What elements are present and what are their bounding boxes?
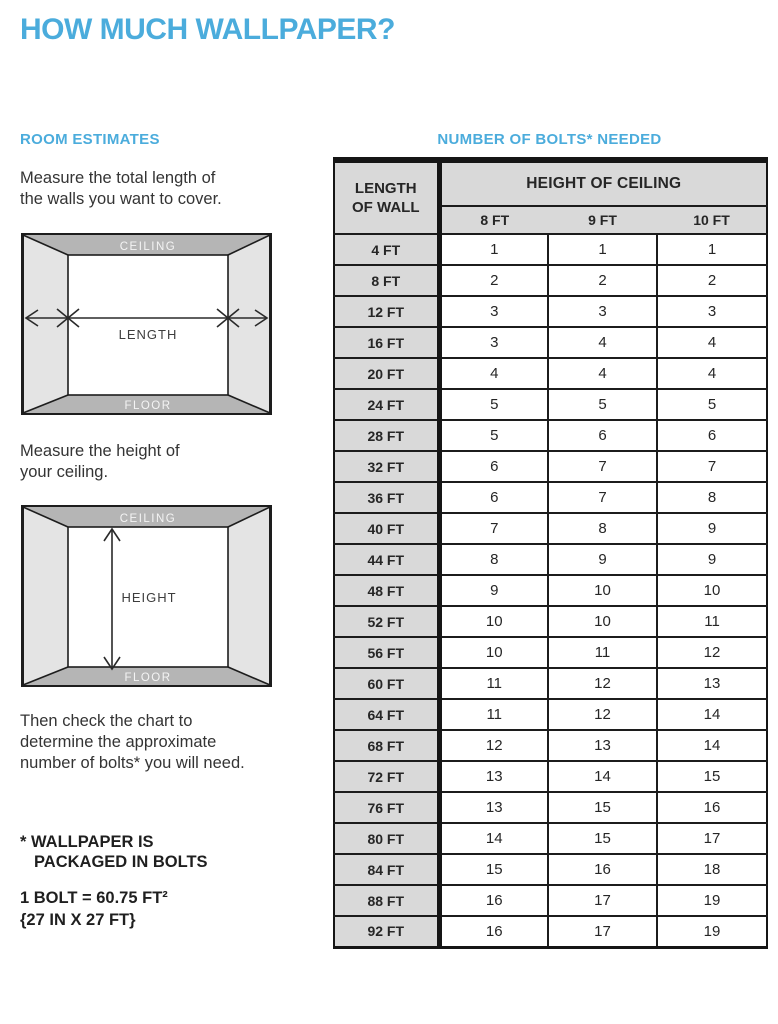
bolt-count-cell: 15 bbox=[548, 823, 657, 854]
length-cell: 56 FT bbox=[334, 637, 439, 668]
table-row bbox=[334, 234, 767, 265]
bolt-count-cell: 4 bbox=[548, 327, 657, 358]
bolt-count-cell: 2 bbox=[657, 265, 767, 296]
bolt-count-cell: 8 bbox=[439, 544, 548, 575]
table-row bbox=[334, 885, 767, 916]
step3-line3: number of bolts* you will need. bbox=[20, 754, 245, 772]
step3-instruction bbox=[20, 711, 245, 774]
bolt-count-cell: 15 bbox=[548, 792, 657, 823]
length-of-wall-header bbox=[334, 160, 439, 234]
bolt-count-cell: 19 bbox=[657, 916, 767, 947]
column-header-9ft: 9 FT bbox=[548, 206, 657, 234]
bolt-count-cell: 9 bbox=[657, 544, 767, 575]
table-row bbox=[334, 544, 767, 575]
length-cell: 68 FT bbox=[334, 730, 439, 761]
table-row bbox=[334, 420, 767, 451]
bolt-count-cell: 16 bbox=[657, 792, 767, 823]
length-cell: 32 FT bbox=[334, 451, 439, 482]
length-cell: 16 FT bbox=[334, 327, 439, 358]
bolts-footnote bbox=[20, 832, 208, 872]
bolt-count-cell: 9 bbox=[548, 544, 657, 575]
back-wall bbox=[68, 255, 228, 395]
room-estimates-heading: ROOM ESTIMATES bbox=[20, 131, 160, 148]
bolt-count-cell: 12 bbox=[548, 668, 657, 699]
bolt-count-cell: 14 bbox=[657, 699, 767, 730]
table-row bbox=[334, 389, 767, 420]
table-row bbox=[334, 482, 767, 513]
table-row bbox=[334, 637, 767, 668]
bolt-count-cell: 14 bbox=[657, 730, 767, 761]
bolt-count-cell: 16 bbox=[548, 854, 657, 885]
column-header-8ft: 8 FT bbox=[439, 206, 548, 234]
column-header-10ft: 10 FT bbox=[657, 206, 767, 234]
bolt-count-cell: 7 bbox=[439, 513, 548, 544]
room-length-diagram bbox=[21, 233, 272, 415]
bolt-count-cell: 15 bbox=[657, 761, 767, 792]
bolt-count-cell: 6 bbox=[439, 482, 548, 513]
bolt-count-cell: 13 bbox=[548, 730, 657, 761]
bolt-count-cell: 2 bbox=[439, 265, 548, 296]
bolt-count-cell: 6 bbox=[657, 420, 767, 451]
bolt-count-cell: 5 bbox=[439, 389, 548, 420]
bolt-count-cell: 3 bbox=[548, 296, 657, 327]
bolts-table-body bbox=[334, 234, 767, 947]
table-row bbox=[334, 730, 767, 761]
bolt-count-cell: 2 bbox=[548, 265, 657, 296]
bolt-count-cell: 9 bbox=[657, 513, 767, 544]
table-row bbox=[334, 575, 767, 606]
bolt-count-cell: 4 bbox=[548, 358, 657, 389]
table-row bbox=[334, 916, 767, 947]
corner-header-line2: OF WALL bbox=[352, 199, 420, 216]
table-header-row bbox=[334, 160, 767, 206]
bolt-count-cell: 11 bbox=[657, 606, 767, 637]
bolt-count-cell: 8 bbox=[657, 482, 767, 513]
bolts-needed-table bbox=[333, 157, 768, 949]
bolt-count-cell: 4 bbox=[439, 358, 548, 389]
bolt-info-line1: 1 BOLT = 60.75 FT² bbox=[20, 889, 168, 907]
bolt-count-cell: 14 bbox=[439, 823, 548, 854]
bolt-count-cell: 19 bbox=[657, 885, 767, 916]
length-cell: 60 FT bbox=[334, 668, 439, 699]
bolt-count-cell: 11 bbox=[548, 637, 657, 668]
bolt-count-cell: 17 bbox=[657, 823, 767, 854]
bolt-count-cell: 11 bbox=[439, 668, 548, 699]
bolt-info-line2: {27 IN X 27 FT} bbox=[20, 911, 136, 929]
length-cell: 76 FT bbox=[334, 792, 439, 823]
bolt-count-cell: 14 bbox=[548, 761, 657, 792]
bolt-count-cell: 3 bbox=[439, 327, 548, 358]
bolt-count-cell: 10 bbox=[439, 606, 548, 637]
bolt-count-cell: 17 bbox=[548, 916, 657, 947]
step2-line1: Measure the height of bbox=[20, 442, 180, 460]
step1-instruction bbox=[20, 168, 222, 210]
table-row bbox=[334, 792, 767, 823]
bolt-count-cell: 8 bbox=[548, 513, 657, 544]
bolt-count-cell: 10 bbox=[657, 575, 767, 606]
step3-line1: Then check the chart to bbox=[20, 712, 193, 730]
table-row bbox=[334, 854, 767, 885]
table-row bbox=[334, 358, 767, 389]
length-cell: 28 FT bbox=[334, 420, 439, 451]
bolt-count-cell: 1 bbox=[657, 234, 767, 265]
height-label: HEIGHT bbox=[121, 590, 177, 605]
table-row bbox=[334, 699, 767, 730]
length-cell: 4 FT bbox=[334, 234, 439, 265]
bolt-count-cell: 6 bbox=[548, 420, 657, 451]
table-row bbox=[334, 606, 767, 637]
table-row bbox=[334, 327, 767, 358]
length-cell: 64 FT bbox=[334, 699, 439, 730]
length-cell: 72 FT bbox=[334, 761, 439, 792]
bolt-count-cell: 10 bbox=[548, 575, 657, 606]
bolt-count-cell: 3 bbox=[439, 296, 548, 327]
bolt-count-cell: 7 bbox=[657, 451, 767, 482]
bolt-count-cell: 1 bbox=[548, 234, 657, 265]
bolt-count-cell: 4 bbox=[657, 358, 767, 389]
footnote-line1: * WALLPAPER IS bbox=[20, 833, 154, 851]
bolt-count-cell: 13 bbox=[439, 761, 548, 792]
bolt-count-cell: 12 bbox=[439, 730, 548, 761]
bolt-count-cell: 12 bbox=[657, 637, 767, 668]
table-row bbox=[334, 451, 767, 482]
bolt-count-cell: 18 bbox=[657, 854, 767, 885]
bolt-count-cell: 5 bbox=[439, 420, 548, 451]
floor-label: FLOOR bbox=[124, 400, 172, 412]
bolt-count-cell: 5 bbox=[657, 389, 767, 420]
step1-line2: the walls you want to cover. bbox=[20, 190, 222, 208]
bolt-count-cell: 10 bbox=[439, 637, 548, 668]
length-cell: 92 FT bbox=[334, 916, 439, 947]
length-label: LENGTH bbox=[118, 327, 178, 342]
floor-label: FLOOR bbox=[124, 672, 172, 684]
step2-instruction bbox=[20, 441, 180, 483]
bolt-count-cell: 15 bbox=[439, 854, 548, 885]
footnote-line2: PACKAGED IN BOLTS bbox=[34, 853, 208, 871]
bolt-count-cell: 9 bbox=[439, 575, 548, 606]
room-height-diagram bbox=[21, 505, 272, 687]
bolt-count-cell: 3 bbox=[657, 296, 767, 327]
bolt-count-cell: 5 bbox=[548, 389, 657, 420]
bolt-count-cell: 16 bbox=[439, 916, 548, 947]
bolt-count-cell: 6 bbox=[439, 451, 548, 482]
bolt-count-cell: 16 bbox=[439, 885, 548, 916]
bolt-count-cell: 13 bbox=[439, 792, 548, 823]
length-cell: 84 FT bbox=[334, 854, 439, 885]
bolt-count-cell: 1 bbox=[439, 234, 548, 265]
bolt-count-cell: 17 bbox=[548, 885, 657, 916]
length-cell: 12 FT bbox=[334, 296, 439, 327]
bolts-needed-heading: NUMBER OF BOLTS* NEEDED bbox=[437, 131, 662, 148]
ceiling-label: CEILING bbox=[119, 513, 177, 525]
table-row bbox=[334, 513, 767, 544]
corner-header-line1: LENGTH bbox=[354, 179, 417, 197]
table-row bbox=[334, 668, 767, 699]
length-cell: 20 FT bbox=[334, 358, 439, 389]
table-row bbox=[334, 265, 767, 296]
room-perspective-illustration bbox=[21, 505, 272, 687]
table-row bbox=[334, 823, 767, 854]
bolt-count-cell: 4 bbox=[657, 327, 767, 358]
bolt-count-cell: 13 bbox=[657, 668, 767, 699]
length-cell: 40 FT bbox=[334, 513, 439, 544]
length-cell: 44 FT bbox=[334, 544, 439, 575]
length-cell: 48 FT bbox=[334, 575, 439, 606]
height-of-ceiling-header: HEIGHT OF CEILING bbox=[439, 160, 767, 206]
step1-line1: Measure the total length of bbox=[20, 169, 216, 187]
step3-line2: determine the approximate bbox=[20, 733, 217, 751]
length-cell: 36 FT bbox=[334, 482, 439, 513]
table-row bbox=[334, 761, 767, 792]
bolt-count-cell: 11 bbox=[439, 699, 548, 730]
bolt-count-cell: 10 bbox=[548, 606, 657, 637]
length-cell: 52 FT bbox=[334, 606, 439, 637]
length-cell: 24 FT bbox=[334, 389, 439, 420]
room-perspective-illustration bbox=[21, 233, 272, 415]
length-cell: 88 FT bbox=[334, 885, 439, 916]
table-row bbox=[334, 296, 767, 327]
length-cell: 80 FT bbox=[334, 823, 439, 854]
bolt-count-cell: 7 bbox=[548, 482, 657, 513]
bolt-count-cell: 7 bbox=[548, 451, 657, 482]
bolt-size-info bbox=[20, 887, 168, 931]
bolt-count-cell: 12 bbox=[548, 699, 657, 730]
ceiling-label: CEILING bbox=[119, 241, 177, 253]
length-cell: 8 FT bbox=[334, 265, 439, 296]
step2-line2: your ceiling. bbox=[20, 463, 109, 481]
page-title: HOW MUCH WALLPAPER? bbox=[20, 13, 395, 46]
